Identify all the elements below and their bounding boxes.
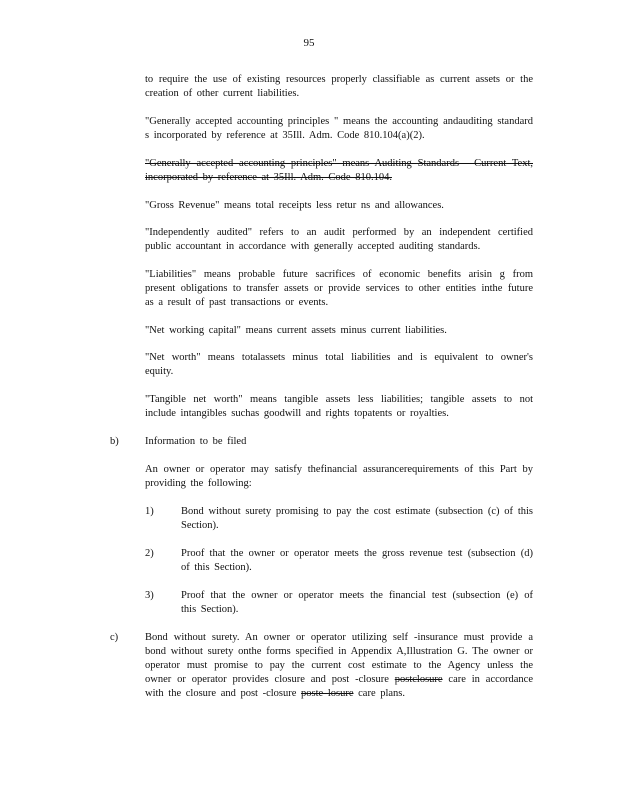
section-c-letter: c)	[110, 632, 119, 643]
list-item-number: 2)	[145, 548, 154, 559]
definition-liabilities: "Liabilities" means probable future sacrifices of economic benefits arisin g from present obligations to transfer assets or provide services to other entities inthe future as a result of past transactions or events.	[145, 269, 533, 308]
section-c-text: Bond without surety. An owner or operator utilizing self -insurance must provide a bond without surety onthe forms specified in Appendix A,Illustration G. The owner or operator must promise to pay the current cost estimate to the Agency unless the owner or operator provides closure and post -closure	[145, 632, 533, 685]
definition-gaap: "Generally accepted accounting principles " means the accounting andauditing standard s incorporated by reference at 35Ill. Adm. Code 810.104(a)(2).	[145, 116, 533, 141]
definition-tangible-net-worth: "Tangible net worth" means tangible assets less liabilities; tangible assets to not include intangibles suchas goodwill and rights topatents or royalties.	[145, 394, 533, 419]
definition-net-working-capital: "Net working capital" means current assets minus current liabilities.	[145, 325, 447, 336]
section-c-text: care plans.	[353, 688, 406, 699]
section-c-paragraph	[145, 631, 533, 701]
list-item-text: Proof that the owner or operator meets the financial test (subsection (e) of this Section).	[181, 590, 533, 615]
list-item-text: Proof that the owner or operator meets the gross revenue test (subsection (d) of this Section).	[181, 548, 533, 573]
definition-independently-audited: "Independently audited" refers to an audit performed by an independent certified public accountant in accordance with generally accepted auditing standards.	[145, 227, 533, 252]
list-item-number: 1)	[145, 506, 154, 517]
struck-text: postclosure	[394, 674, 443, 685]
section-b-heading: Information to be filed	[145, 436, 247, 447]
section-b-intro: An owner or operator may satisfy thefinancial assurancerequirements of this Part by providing the following:	[145, 464, 533, 489]
page-number: 95	[303, 37, 315, 49]
section-c-text: care in accordance with the closure and post -closure	[145, 674, 533, 699]
definition-gaap-struck: "Generally accepted accounting principles" means Auditing Standards - Current Text, incorporated by reference at 35Ill. Adm. Code 810.104.	[145, 158, 533, 183]
definition-continuation: to require the use of existing resources properly classifiable as current assets or the creation of other current liabilities.	[145, 74, 533, 99]
list-item-text: Bond without surety promising to pay the cost estimate (subsection (c) of this Section).	[181, 506, 533, 531]
definition-gross-revenue: "Gross Revenue" means total receipts less retur ns and allowances.	[145, 200, 444, 211]
section-b-letter: b)	[110, 436, 119, 447]
definition-net-worth: "Net worth" means totalassets minus total liabilities and is equivalent to owner's equity.	[145, 352, 533, 377]
struck-text: poste losure	[301, 688, 354, 699]
list-item-number: 3)	[145, 590, 154, 601]
